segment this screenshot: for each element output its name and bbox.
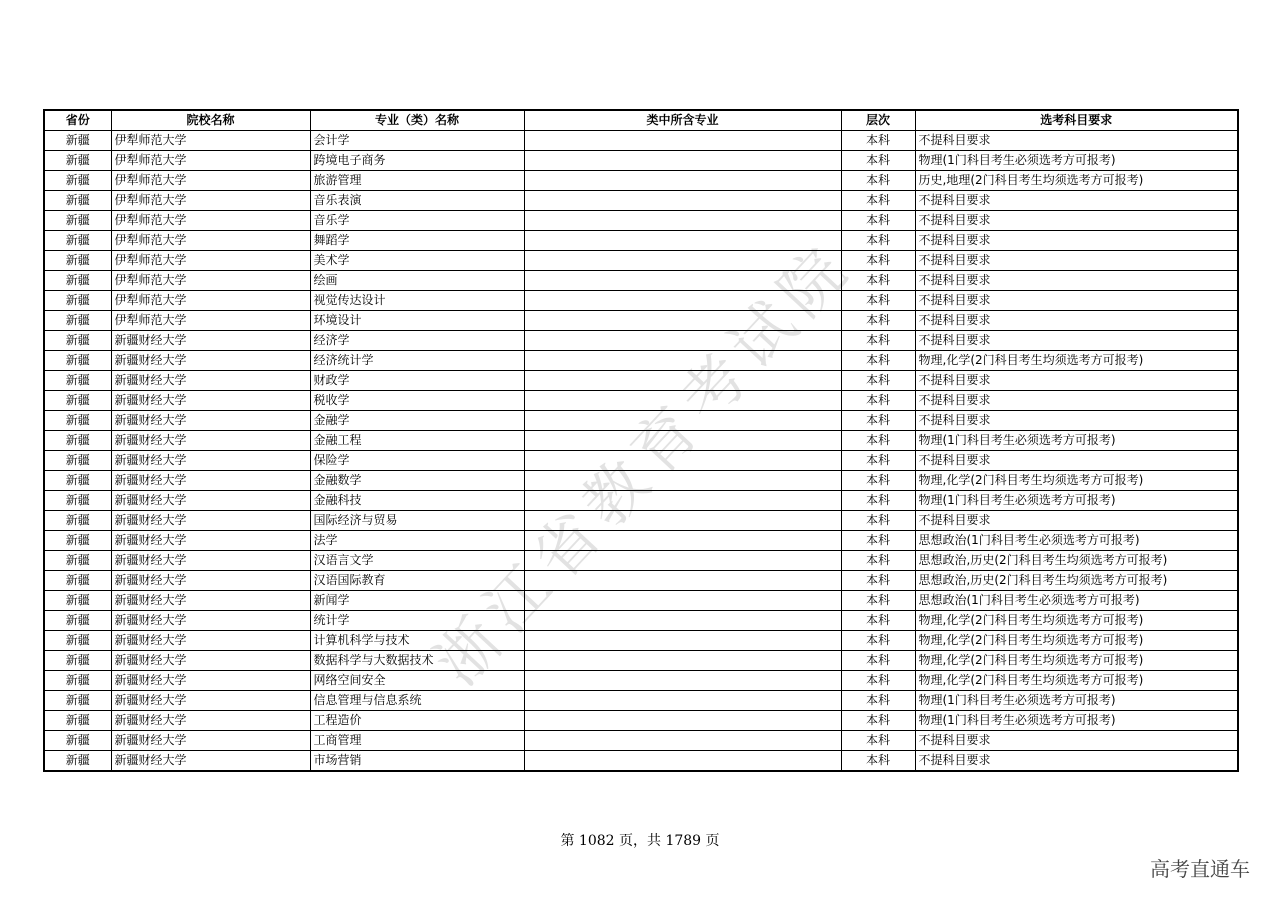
cell-included-majors xyxy=(524,431,841,451)
cell-major: 汉语国际教育 xyxy=(310,571,524,591)
cell-province: 新疆 xyxy=(44,471,111,491)
cell-province: 新疆 xyxy=(44,171,111,191)
table-row xyxy=(44,291,1238,311)
cell-included-majors xyxy=(524,451,841,471)
table-row xyxy=(44,691,1238,711)
cell-subject-requirement: 不提科目要求 xyxy=(915,751,1238,772)
cell-major: 视觉传达设计 xyxy=(310,291,524,311)
cell-subject-requirement: 物理,化学(2门科目考生均须选考方可报考) xyxy=(915,651,1238,671)
cell-major: 金融科技 xyxy=(310,491,524,511)
cell-included-majors xyxy=(524,331,841,351)
cell-subject-requirement: 不提科目要求 xyxy=(915,211,1238,231)
cell-province: 新疆 xyxy=(44,411,111,431)
cell-school: 新疆财经大学 xyxy=(111,431,310,451)
cell-included-majors xyxy=(524,571,841,591)
table-body xyxy=(44,131,1238,772)
cell-province: 新疆 xyxy=(44,451,111,471)
cell-school: 新疆财经大学 xyxy=(111,611,310,631)
cell-subject-requirement: 物理,化学(2门科目考生均须选考方可报考) xyxy=(915,471,1238,491)
cell-level: 本科 xyxy=(841,131,915,151)
header-level: 层次 xyxy=(841,110,915,131)
cell-major: 金融数学 xyxy=(310,471,524,491)
cell-subject-requirement: 物理(1门科目考生必须选考方可报考) xyxy=(915,711,1238,731)
cell-major: 汉语言文学 xyxy=(310,551,524,571)
cell-major: 计算机科学与技术 xyxy=(310,631,524,651)
cell-school: 新疆财经大学 xyxy=(111,571,310,591)
table-row xyxy=(44,331,1238,351)
cell-level: 本科 xyxy=(841,471,915,491)
cell-school: 伊犁师范大学 xyxy=(111,131,310,151)
cell-major: 保险学 xyxy=(310,451,524,471)
cell-included-majors xyxy=(524,751,841,772)
cell-level: 本科 xyxy=(841,351,915,371)
table-row xyxy=(44,651,1238,671)
cell-school: 新疆财经大学 xyxy=(111,711,310,731)
cell-school: 新疆财经大学 xyxy=(111,691,310,711)
cell-level: 本科 xyxy=(841,331,915,351)
cell-province: 新疆 xyxy=(44,151,111,171)
cell-major: 美术学 xyxy=(310,251,524,271)
page-footer: 第 1082 页，共 1789 页 xyxy=(560,833,720,849)
cell-subject-requirement: 不提科目要求 xyxy=(915,291,1238,311)
table-row xyxy=(44,531,1238,551)
cell-school: 伊犁师范大学 xyxy=(111,271,310,291)
cell-included-majors xyxy=(524,151,841,171)
cell-school: 新疆财经大学 xyxy=(111,671,310,691)
cell-included-majors xyxy=(524,531,841,551)
table-row xyxy=(44,171,1238,191)
cell-level: 本科 xyxy=(841,271,915,291)
cell-school: 新疆财经大学 xyxy=(111,631,310,651)
cell-included-majors xyxy=(524,711,841,731)
cell-subject-requirement: 不提科目要求 xyxy=(915,731,1238,751)
cell-school: 新疆财经大学 xyxy=(111,491,310,511)
cell-subject-requirement: 不提科目要求 xyxy=(915,271,1238,291)
table-row xyxy=(44,311,1238,331)
cell-included-majors xyxy=(524,731,841,751)
cell-subject-requirement: 不提科目要求 xyxy=(915,391,1238,411)
table-row xyxy=(44,271,1238,291)
table-row xyxy=(44,231,1238,251)
header-included-majors: 类中所含专业 xyxy=(524,110,841,131)
cell-included-majors xyxy=(524,631,841,651)
cell-province: 新疆 xyxy=(44,191,111,211)
header-school: 院校名称 xyxy=(111,110,310,131)
cell-level: 本科 xyxy=(841,551,915,571)
cell-level: 本科 xyxy=(841,691,915,711)
cell-subject-requirement: 不提科目要求 xyxy=(915,231,1238,251)
cell-school: 新疆财经大学 xyxy=(111,591,310,611)
cell-major: 新闻学 xyxy=(310,591,524,611)
table-row xyxy=(44,151,1238,171)
cell-included-majors xyxy=(524,491,841,511)
cell-major: 数据科学与大数据技术 xyxy=(310,651,524,671)
cell-major: 统计学 xyxy=(310,611,524,631)
cell-major: 经济学 xyxy=(310,331,524,351)
cell-subject-requirement: 物理(1门科目考生必须选考方可报考) xyxy=(915,691,1238,711)
table-header-row xyxy=(44,110,1238,131)
cell-subject-requirement: 不提科目要求 xyxy=(915,511,1238,531)
cell-school: 新疆财经大学 xyxy=(111,331,310,351)
cell-subject-requirement: 不提科目要求 xyxy=(915,411,1238,431)
cell-included-majors xyxy=(524,271,841,291)
table-row xyxy=(44,211,1238,231)
cell-included-majors xyxy=(524,611,841,631)
cell-included-majors xyxy=(524,291,841,311)
cell-major: 会计学 xyxy=(310,131,524,151)
table-row xyxy=(44,471,1238,491)
admission-table xyxy=(43,109,1239,772)
cell-school: 新疆财经大学 xyxy=(111,531,310,551)
cell-province: 新疆 xyxy=(44,391,111,411)
cell-level: 本科 xyxy=(841,211,915,231)
cell-school: 新疆财经大学 xyxy=(111,411,310,431)
table-row xyxy=(44,391,1238,411)
cell-subject-requirement: 物理,化学(2门科目考生均须选考方可报考) xyxy=(915,611,1238,631)
cell-included-majors xyxy=(524,471,841,491)
brand-label: 高考直通车 xyxy=(1150,857,1250,881)
cell-subject-requirement: 物理(1门科目考生必须选考方可报考) xyxy=(915,151,1238,171)
table-row xyxy=(44,751,1238,772)
cell-province: 新疆 xyxy=(44,651,111,671)
cell-included-majors xyxy=(524,371,841,391)
cell-major: 国际经济与贸易 xyxy=(310,511,524,531)
cell-province: 新疆 xyxy=(44,131,111,151)
cell-level: 本科 xyxy=(841,311,915,331)
table-row xyxy=(44,611,1238,631)
cell-major: 税收学 xyxy=(310,391,524,411)
cell-province: 新疆 xyxy=(44,571,111,591)
cell-level: 本科 xyxy=(841,751,915,772)
cell-province: 新疆 xyxy=(44,371,111,391)
cell-school: 新疆财经大学 xyxy=(111,391,310,411)
cell-province: 新疆 xyxy=(44,671,111,691)
cell-major: 市场营销 xyxy=(310,751,524,772)
table-row xyxy=(44,671,1238,691)
table-row xyxy=(44,431,1238,451)
cell-subject-requirement: 不提科目要求 xyxy=(915,451,1238,471)
cell-level: 本科 xyxy=(841,431,915,451)
cell-school: 伊犁师范大学 xyxy=(111,311,310,331)
cell-subject-requirement: 不提科目要求 xyxy=(915,311,1238,331)
cell-province: 新疆 xyxy=(44,611,111,631)
cell-subject-requirement: 思想政治(1门科目考生必须选考方可报考) xyxy=(915,591,1238,611)
cell-subject-requirement: 思想政治,历史(2门科目考生均须选考方可报考) xyxy=(915,571,1238,591)
cell-major: 金融工程 xyxy=(310,431,524,451)
cell-level: 本科 xyxy=(841,171,915,191)
cell-included-majors xyxy=(524,171,841,191)
cell-level: 本科 xyxy=(841,731,915,751)
cell-major: 金融学 xyxy=(310,411,524,431)
cell-level: 本科 xyxy=(841,611,915,631)
header-subject-requirement: 选考科目要求 xyxy=(915,110,1238,131)
cell-level: 本科 xyxy=(841,571,915,591)
cell-province: 新疆 xyxy=(44,311,111,331)
cell-subject-requirement: 不提科目要求 xyxy=(915,331,1238,351)
cell-province: 新疆 xyxy=(44,251,111,271)
cell-school: 新疆财经大学 xyxy=(111,511,310,531)
cell-included-majors xyxy=(524,511,841,531)
cell-major: 绘画 xyxy=(310,271,524,291)
cell-school: 伊犁师范大学 xyxy=(111,231,310,251)
cell-province: 新疆 xyxy=(44,271,111,291)
cell-level: 本科 xyxy=(841,191,915,211)
cell-province: 新疆 xyxy=(44,511,111,531)
cell-included-majors xyxy=(524,311,841,331)
cell-subject-requirement: 物理,化学(2门科目考生均须选考方可报考) xyxy=(915,671,1238,691)
cell-included-majors xyxy=(524,591,841,611)
cell-major: 经济统计学 xyxy=(310,351,524,371)
cell-school: 伊犁师范大学 xyxy=(111,171,310,191)
cell-level: 本科 xyxy=(841,651,915,671)
cell-included-majors xyxy=(524,671,841,691)
cell-included-majors xyxy=(524,131,841,151)
table-row xyxy=(44,371,1238,391)
cell-province: 新疆 xyxy=(44,731,111,751)
table-row xyxy=(44,451,1238,471)
cell-province: 新疆 xyxy=(44,751,111,772)
cell-province: 新疆 xyxy=(44,551,111,571)
cell-level: 本科 xyxy=(841,671,915,691)
cell-school: 伊犁师范大学 xyxy=(111,151,310,171)
cell-level: 本科 xyxy=(841,631,915,651)
cell-province: 新疆 xyxy=(44,531,111,551)
cell-major: 环境设计 xyxy=(310,311,524,331)
cell-subject-requirement: 不提科目要求 xyxy=(915,131,1238,151)
cell-included-majors xyxy=(524,231,841,251)
cell-province: 新疆 xyxy=(44,291,111,311)
cell-major: 网络空间安全 xyxy=(310,671,524,691)
table-row xyxy=(44,411,1238,431)
cell-included-majors xyxy=(524,551,841,571)
cell-level: 本科 xyxy=(841,391,915,411)
table-row xyxy=(44,631,1238,651)
cell-school: 新疆财经大学 xyxy=(111,351,310,371)
cell-subject-requirement: 思想政治,历史(2门科目考生均须选考方可报考) xyxy=(915,551,1238,571)
cell-school: 伊犁师范大学 xyxy=(111,291,310,311)
cell-province: 新疆 xyxy=(44,351,111,371)
cell-level: 本科 xyxy=(841,491,915,511)
cell-level: 本科 xyxy=(841,231,915,251)
cell-included-majors xyxy=(524,351,841,371)
cell-level: 本科 xyxy=(841,371,915,391)
cell-subject-requirement: 不提科目要求 xyxy=(915,251,1238,271)
table-row xyxy=(44,731,1238,751)
cell-major: 音乐表演 xyxy=(310,191,524,211)
cell-subject-requirement: 物理(1门科目考生必须选考方可报考) xyxy=(915,491,1238,511)
cell-included-majors xyxy=(524,191,841,211)
table-row xyxy=(44,571,1238,591)
cell-level: 本科 xyxy=(841,291,915,311)
cell-major: 法学 xyxy=(310,531,524,551)
cell-major: 音乐学 xyxy=(310,211,524,231)
cell-subject-requirement: 思想政治(1门科目考生必须选考方可报考) xyxy=(915,531,1238,551)
cell-school: 伊犁师范大学 xyxy=(111,251,310,271)
cell-level: 本科 xyxy=(841,591,915,611)
cell-major: 跨境电子商务 xyxy=(310,151,524,171)
cell-school: 新疆财经大学 xyxy=(111,751,310,772)
cell-major: 信息管理与信息系统 xyxy=(310,691,524,711)
cell-subject-requirement: 物理,化学(2门科目考生均须选考方可报考) xyxy=(915,631,1238,651)
cell-school: 新疆财经大学 xyxy=(111,451,310,471)
cell-included-majors xyxy=(524,651,841,671)
header-province: 省份 xyxy=(44,110,111,131)
cell-level: 本科 xyxy=(841,531,915,551)
cell-level: 本科 xyxy=(841,511,915,531)
cell-level: 本科 xyxy=(841,151,915,171)
cell-province: 新疆 xyxy=(44,591,111,611)
cell-school: 新疆财经大学 xyxy=(111,371,310,391)
table-row xyxy=(44,191,1238,211)
cell-province: 新疆 xyxy=(44,691,111,711)
cell-subject-requirement: 历史,地理(2门科目考生均须选考方可报考) xyxy=(915,171,1238,191)
cell-province: 新疆 xyxy=(44,711,111,731)
cell-province: 新疆 xyxy=(44,491,111,511)
cell-subject-requirement: 物理,化学(2门科目考生均须选考方可报考) xyxy=(915,351,1238,371)
cell-included-majors xyxy=(524,211,841,231)
cell-province: 新疆 xyxy=(44,431,111,451)
cell-subject-requirement: 不提科目要求 xyxy=(915,371,1238,391)
cell-school: 新疆财经大学 xyxy=(111,651,310,671)
cell-school: 伊犁师范大学 xyxy=(111,211,310,231)
cell-major: 工程造价 xyxy=(310,711,524,731)
cell-province: 新疆 xyxy=(44,231,111,251)
table-row xyxy=(44,491,1238,511)
cell-school: 新疆财经大学 xyxy=(111,551,310,571)
table-row xyxy=(44,131,1238,151)
table-row xyxy=(44,711,1238,731)
cell-major: 舞蹈学 xyxy=(310,231,524,251)
cell-included-majors xyxy=(524,411,841,431)
table-row xyxy=(44,251,1238,271)
cell-school: 新疆财经大学 xyxy=(111,471,310,491)
cell-province: 新疆 xyxy=(44,331,111,351)
cell-province: 新疆 xyxy=(44,631,111,651)
cell-included-majors xyxy=(524,391,841,411)
cell-school: 新疆财经大学 xyxy=(111,731,310,751)
cell-included-majors xyxy=(524,251,841,271)
cell-level: 本科 xyxy=(841,251,915,271)
cell-level: 本科 xyxy=(841,411,915,431)
cell-level: 本科 xyxy=(841,451,915,471)
watermark: 浙江省教育考试院 xyxy=(420,227,867,699)
cell-school: 伊犁师范大学 xyxy=(111,191,310,211)
cell-major: 财政学 xyxy=(310,371,524,391)
table-row xyxy=(44,511,1238,531)
cell-major: 工商管理 xyxy=(310,731,524,751)
cell-subject-requirement: 物理(1门科目考生必须选考方可报考) xyxy=(915,431,1238,451)
table-row xyxy=(44,351,1238,371)
cell-major: 旅游管理 xyxy=(310,171,524,191)
cell-province: 新疆 xyxy=(44,211,111,231)
cell-included-majors xyxy=(524,691,841,711)
header-major: 专业（类）名称 xyxy=(310,110,524,131)
cell-level: 本科 xyxy=(841,711,915,731)
table-row xyxy=(44,591,1238,611)
cell-subject-requirement: 不提科目要求 xyxy=(915,191,1238,211)
table-row xyxy=(44,551,1238,571)
